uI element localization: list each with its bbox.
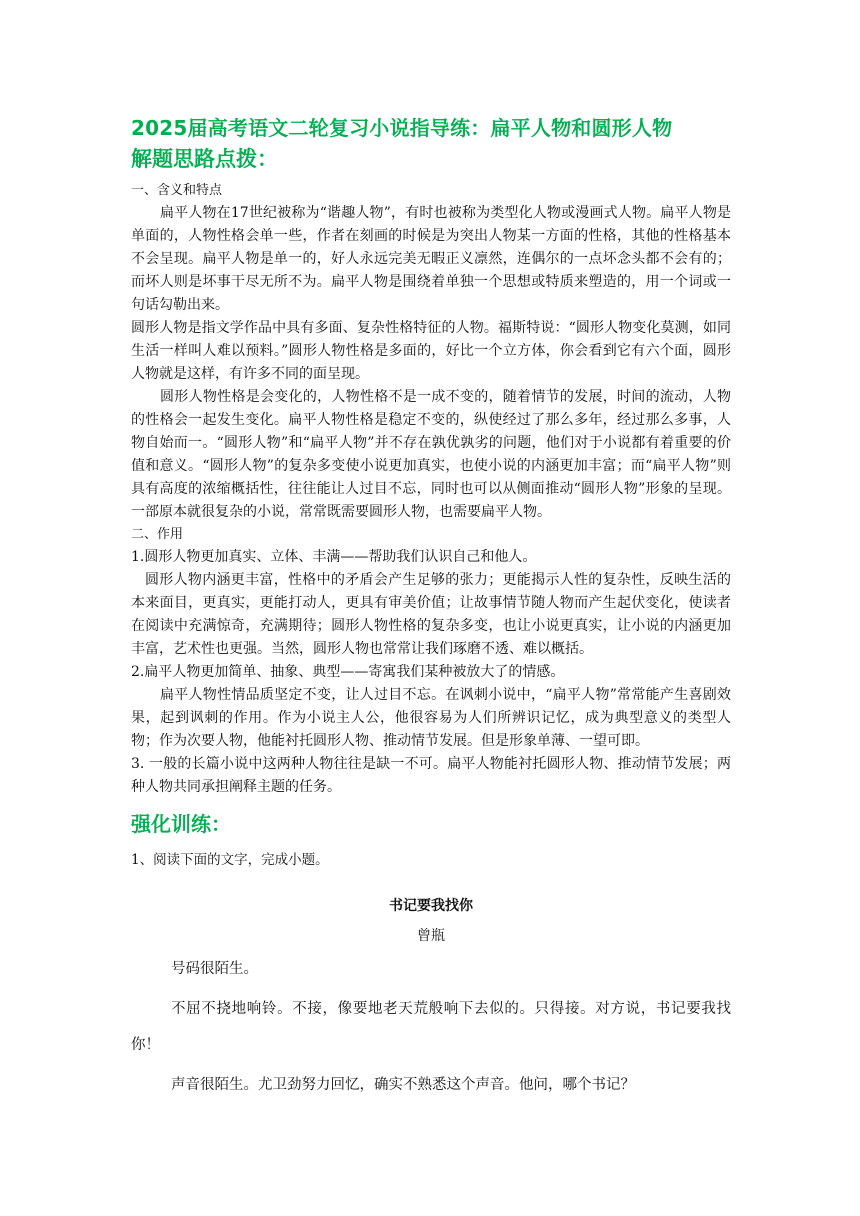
section-heading-training: 强化训练： [131,812,231,836]
question-prompt: 1、阅读下面的文字，完成小题。 [131,852,329,868]
list-item: 3. 一般的长篇小说中这两种人物往往是缺一不可。扁平人物能衬托圆形人物、推动情节发展；两种人物共同承担阐释主题的任务。 [131,756,731,795]
paragraph: 扁平人物性情品质坚定不变，让人过目不忘。在讽刺小说中，“扁平人物”常常能产生喜剧效果，起到讽刺的作用。作为小说主人公，他很容易为人们所辨识记忆，成为典型意义的类型人物；作为次要人物，他能衬托圆形人物、推动情节发展。但是形象单薄、一望可即。 [131,687,731,749]
paragraph: 圆形人物是指文学作品中具有多面、复杂性格特征的人物。福斯特说：“圆形人物变化莫测，如同生活一样叫人难以预料。”圆形人物性格是多面的，好比一个立方体，你会看到它有六个面，圆形人物就是这样，有许多不同的面呈现。 [131,320,731,382]
list-item-title: 2.扁平人物更加简单、抽象、典型——寄寓我们某种被放大了的情感。 [131,664,565,680]
document-title: 2025届高考语文二轮复习小说指导练：扁平人物和圆形人物 [131,116,673,140]
story-paragraph: 号码很陌生。 [171,961,258,977]
section1-heading: 一、含义和特点 [131,183,223,198]
list-item-title: 1.圆形人物更加真实、立体、丰满——帮助我们认识自己和他人。 [131,549,537,565]
document-content [131,112,731,1103]
paragraph: 圆形人物性格是会变化的，人物性格不是一成不变的，随着情节的发展，时间的流动，人物的性格会一起发生变化。扁平人物性格是稳定不变的，纵使经过了那么多年，经过那么多事，人物自始而一。“圆形人物”和“扁平人物”并不存在孰优孰劣的问题，他们对于小说都有着重要的价值和意义。“圆形人物”的复杂多变使小说更加真实，也使小说的内涵更加丰富；而“扁平人物”则具有高度的浓缩概括性，往往能让人过目不忘，同时也可以从侧面推动“圆形人物”形象的呈现。一部原本就很复杂的小说，常常既需要圆形人物，也需要扁平人物。 [131,389,731,520]
story-paragraph: 不屈不挠地响铃。不接，像要地老天荒般响下去似的。只得接。对方说，书记要我找你！ [131,1001,731,1053]
paragraph: 扁平人物在17世纪被称为“谐趣人物”，有时也被称为类型化人物或漫画式人物。扁平人物是单面的，人物性格会单一些，作者在刻画的时候是为突出人物某一方面的性格，其他的性格基本不会呈现。扁平人物是单一的，好人永远完美无暇正义凛然，连偶尔的一点坏念头都不会有的；而坏人则是坏事干尽无所不为。扁平人物是围绕着单独一个思想或特质来塑造的，用一个词或一句话勾勒出来。 [131,205,731,313]
story-author: 曾瓶 [417,928,445,944]
section2-heading: 二、作用 [131,527,184,542]
section-heading-tips: 解题思路点拨： [131,147,278,171]
story-title: 书记要我找你 [389,898,473,914]
paragraph: 圆形人物内涵更丰富，性格中的矛盾会产生足够的张力；更能揭示人性的复杂性，反映生活的本来面目，更真实，更能打动人，更具有审美价值；让故事情节随人物而产生起伏变化，使读者在阅读中充满惊奇，充满期待；圆形人物性格的复杂多变，也让小说更真实，让小说的内涵更加丰富，艺术性也更强。当然，圆形人物也常常让我们琢磨不透、难以概括。 [131,572,731,657]
story-paragraph: 声音很陌生。尤卫劲努力回忆，确实不熟悉这个声音。他问，哪个书记？ [171,1077,635,1093]
